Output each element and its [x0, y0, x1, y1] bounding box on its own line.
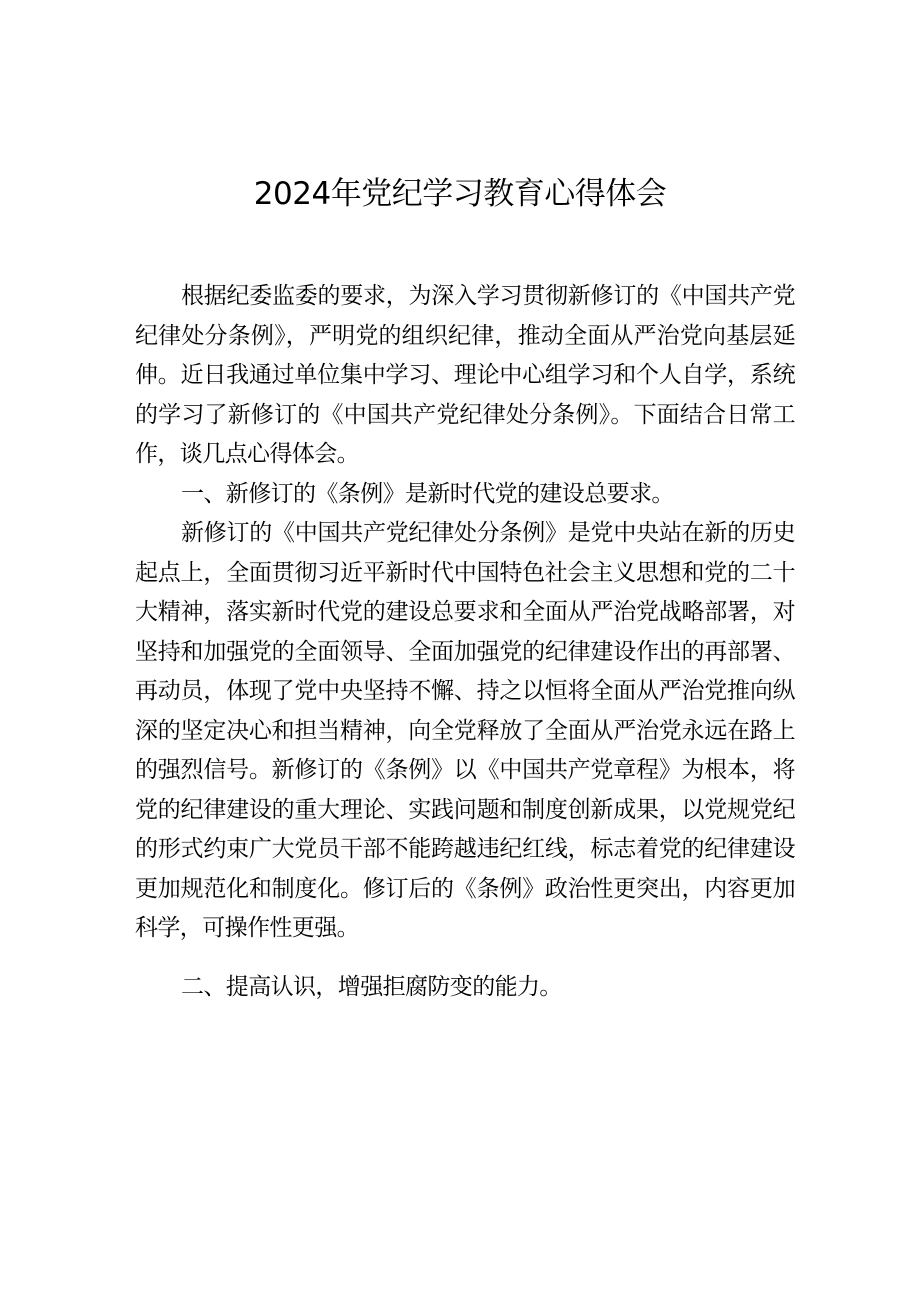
- document-title: 2024年党纪学习教育心得体会: [253, 176, 667, 212]
- section-heading-1: 一、新修订的《条例》是新时代党的建设总要求。: [181, 480, 674, 507]
- intro-paragraph: 根据纪委监委的要求，为深入学习贯彻新修订的《中国共产党纪律处分条例》，严明党的组织纪律，推动全面从严治党向基层延伸。近日我通过单位集中学习、理论中心组学习和个人自学，系统的学习了新修订的《中国共产党纪律处分条例》。下面结合日常工作，谈几点心得体会。: [135, 283, 795, 467]
- document-body: [135, 277, 795, 1007]
- section-1-paragraph: 新修订的《中国共产党纪律处分条例》是党中央站在新的历史起点上，全面贯彻习近平新时代中国特色社会主义思想和党的二十大精神，落实新时代党的建设总要求和全面从严治党战略部署，对坚持和加强党的全面领导、全面加强党的纪律建设作出的再部署、再动员，体现了党中央坚持不懈、持之以恒将全面从严治党推向纵深的坚定决心和担当精神，向全党释放了全面从严治党永远在路上的强烈信号。新修订的《条例》以《中国共产党章程》为根本，将党的纪律建设的重大理论、实践问题和制度创新成果，以党规党纪的形式约束广大党员干部不能跨越违纪红线，标志着党的纪律建设更加规范化和制度化。修订后的《条例》政治性更突出，内容更加科学，可操作性更强。: [135, 520, 795, 941]
- section-heading-2: 二、提高认识，增强拒腐防变的能力。: [181, 973, 562, 1000]
